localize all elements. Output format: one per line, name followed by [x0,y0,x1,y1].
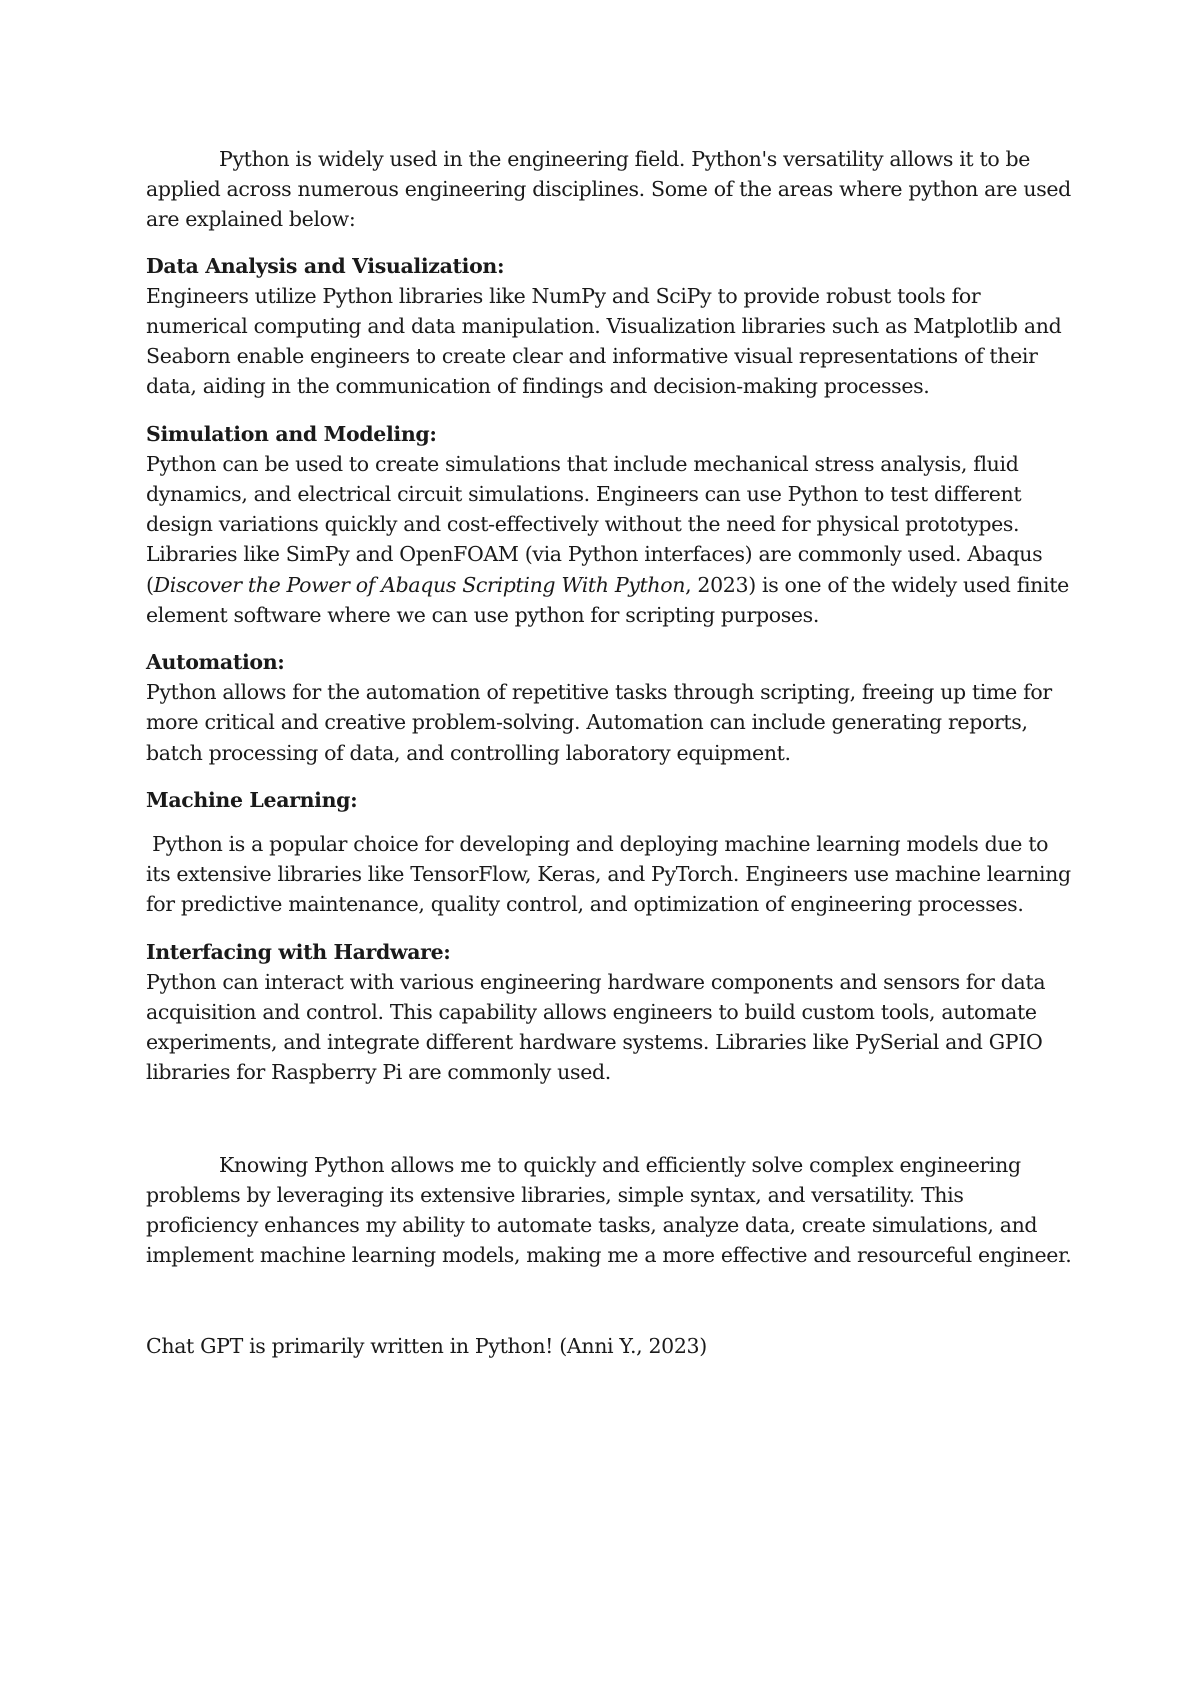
section-body: Engineers utilize Python libraries like NumPy and SciPy to provide robust tools for numerical computing and data manipulation. Visualization libraries such as Matplotlib and Seaborn enable engineers to create clear and informative visual representations of their data, aiding in the communication of findings and decision-making processes. [146,283,1062,399]
section-heading: Machine Learning: [146,787,358,812]
section-body-text: , 2023) is one of the widely used finite element software where we can use python for scripting purposes. [146,572,1069,627]
section-machine-learning [146,785,1076,920]
intro-paragraph: Python is widely used in the engineering field. Python's versatility allows it to be applied across numerous engineering disciplines. Some of the areas where python are used are explained below: [146,147,1071,232]
closing-paragraph: Knowing Python allows me to quickly and efficiently solve complex engineering problems by leveraging its extensive libraries, simple syntax, and versatility. This proficiency enhances my ability to automate tasks, analyze data, create simulations, and implement machine learning models, making me a more effective and resourceful engineer. [146,1152,1072,1268]
section-body-text: Python can be used to create simulations that include mechanical stress analysis, fluid dynamics, and electrical circuit simulations. Engineers can use Python to test different design variations quickly and cost-effectively without the need for physical prototypes. Libraries like SimPy and OpenFOAM (via Python interfaces) are commonly used. Abaqus ( [146,451,1043,597]
document-body [146,144,1076,1361]
section-heading: Data Analysis and Visualization: [146,253,505,278]
section-simulation [146,419,1076,630]
citation-title: Discover the Power of Abaqus Scripting With Python [153,572,686,597]
section-heading: Simulation and Modeling: [146,421,437,446]
section-automation [146,647,1076,768]
section-body: Python is a popular choice for developing and deploying machine learning models due to its extensive libraries like TensorFlow, Keras, and PyTorch. Engineers use machine learning for predictive maintenance, quality control, and optimization of engineering processes. [146,832,1077,917]
footnote-text: Chat GPT is primarily written in Python! (Anni Y., 2023) [146,1333,707,1358]
section-data-analysis [146,251,1076,402]
section-heading: Automation: [146,650,285,675]
section-heading: Interfacing with Hardware: [146,939,451,964]
section-hardware [146,937,1076,1088]
section-body [146,449,1076,630]
section-body: Python can interact with various engineering hardware components and sensors for data acquisition and control. This capability allows engineers to build custom tools, automate experiments, and integrate different hardware systems. Libraries like PySerial and GPIO libraries for Raspberry Pi are commonly used. [146,969,1046,1085]
section-body: Python allows for the automation of repetitive tasks through scripting, freeing up time for more critical and creative problem-solving. Automation can include generating reports, batch processing of data, and controlling laboratory equipment. [146,680,1052,765]
